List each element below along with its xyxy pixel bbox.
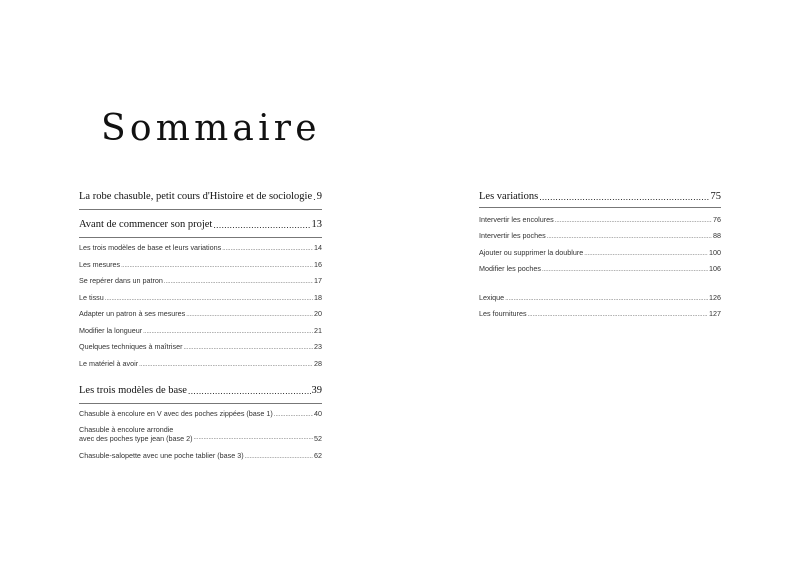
toc-entry-label: Le matériel à avoir xyxy=(79,359,139,368)
toc-page-number: 21 xyxy=(314,326,322,335)
toc-entry-label: Modifier la longueur xyxy=(79,326,143,335)
toc-page-number: 40 xyxy=(314,409,322,418)
toc-heading-label: Les variations xyxy=(479,191,539,202)
toc-heading-label: Les trois modèles de base xyxy=(79,385,187,396)
toc-leader-dots xyxy=(584,251,708,257)
toc-entry-label: Quelques techniques à maîtriser xyxy=(79,342,183,351)
toc-page-number: 18 xyxy=(314,293,322,302)
toc-leader-dots xyxy=(547,234,712,240)
toc-leader-dots xyxy=(121,263,313,269)
toc-page-number: 17 xyxy=(314,276,322,285)
toc-leader-dots xyxy=(143,329,313,335)
toc-divider xyxy=(79,237,322,238)
toc-page-number: 39 xyxy=(311,385,322,396)
toc-entry-label-line2: avec des poches type jean (base 2) xyxy=(79,434,193,443)
toc-entry-label-line1: Chasuble à encolure arrondie xyxy=(79,425,174,434)
toc-entry[interactable] xyxy=(79,326,322,335)
toc-heading-histoire[interactable] xyxy=(79,191,322,202)
toc-heading-variations[interactable] xyxy=(479,191,721,202)
toc-leader-dots xyxy=(528,312,708,318)
toc-page-number: 28 xyxy=(314,359,322,368)
toc-leader-dots xyxy=(542,267,708,273)
toc-entry-multiline[interactable] xyxy=(79,425,322,443)
toc-entry[interactable] xyxy=(79,309,322,318)
toc-entry-label: Les fournitures xyxy=(479,309,527,318)
toc-heading-avant[interactable] xyxy=(79,219,322,230)
toc-entry-label: Lexique xyxy=(479,293,505,302)
toc-leader-dots xyxy=(274,412,313,418)
toc-leader-dots xyxy=(505,296,708,302)
toc-entry[interactable] xyxy=(79,276,322,285)
toc-leader-dots xyxy=(105,296,313,302)
toc-entry-label: Chasuble à encolure en V avec des poches zippées (base 1) xyxy=(79,409,273,418)
toc-page-number: 127 xyxy=(709,309,721,318)
toc-leader-dots xyxy=(555,218,712,224)
toc-entry[interactable] xyxy=(479,264,721,273)
toc-heading-modeles[interactable] xyxy=(79,385,322,396)
toc-leader-dots xyxy=(222,246,313,252)
toc-heading-label: La robe chasuble, petit cours d'Histoire et de sociologie xyxy=(79,191,313,202)
toc-entry-label: Les mesures xyxy=(79,260,121,269)
toc-entry-label: Les trois modèles de base et leurs variations xyxy=(79,243,222,252)
toc-entry[interactable] xyxy=(79,342,322,351)
toc-entry[interactable] xyxy=(79,359,322,368)
toc-divider xyxy=(479,207,721,208)
toc-page-number: 88 xyxy=(713,231,721,240)
toc-leader-dots xyxy=(186,312,313,318)
toc-entry-label: Se repérer dans un patron xyxy=(79,276,163,285)
toc-leader-dots xyxy=(183,345,313,351)
toc-entry-label: Intervertir les encolures xyxy=(479,215,554,224)
toc-page-number: 100 xyxy=(709,248,721,257)
toc-page-number: 9 xyxy=(316,191,322,202)
toc-entry-label: Adapter un patron à ses mesures xyxy=(79,309,186,318)
toc-entry[interactable] xyxy=(479,293,721,302)
toc-entry-label: Intervertir les poches xyxy=(479,231,546,240)
toc-entry-label: Ajouter ou supprimer la doublure xyxy=(479,248,584,257)
toc-heading-label: Avant de commencer son projet xyxy=(79,219,213,230)
toc-page-number: 16 xyxy=(314,260,322,269)
toc-entry-label: Chasuble-salopette avec une poche tablier (base 3) xyxy=(79,451,244,460)
toc-entry[interactable] xyxy=(79,293,322,302)
toc-entry[interactable] xyxy=(79,409,322,418)
toc-divider xyxy=(79,403,322,404)
toc-entry[interactable] xyxy=(479,215,721,224)
toc-leader-dots xyxy=(213,220,310,230)
toc-entry[interactable] xyxy=(479,231,721,240)
toc-leader-dots xyxy=(193,434,313,443)
toc-leader-dots xyxy=(188,386,311,396)
toc-leader-dots xyxy=(139,362,313,368)
toc-page-number: 14 xyxy=(314,243,322,252)
toc-page-number: 126 xyxy=(709,293,721,302)
toc-entry-line2 xyxy=(79,434,322,443)
toc-leader-dots xyxy=(245,454,313,460)
toc-entry-label: Le tissu xyxy=(79,293,104,302)
toc-divider xyxy=(79,209,322,210)
toc-leader-dots xyxy=(313,192,316,202)
toc-entry-label: Modifier les poches xyxy=(479,264,541,273)
toc-entry[interactable] xyxy=(79,243,322,252)
toc-entry[interactable] xyxy=(479,309,721,318)
toc-page-number: 106 xyxy=(709,264,721,273)
toc-page-number: 76 xyxy=(713,215,721,224)
toc-page-number: 75 xyxy=(710,191,721,202)
toc-entry[interactable] xyxy=(479,248,721,257)
toc-page-number: 52 xyxy=(314,434,322,443)
toc-page-number: 23 xyxy=(314,342,322,351)
toc-entry[interactable] xyxy=(79,451,322,460)
toc-page-number: 62 xyxy=(314,451,322,460)
toc-entry[interactable] xyxy=(79,260,322,269)
toc-page-number: 20 xyxy=(314,309,322,318)
page-title: Sommaire xyxy=(101,108,321,149)
toc-page-number: 13 xyxy=(311,219,322,230)
toc-leader-dots xyxy=(164,279,313,285)
toc-leader-dots xyxy=(539,192,709,202)
